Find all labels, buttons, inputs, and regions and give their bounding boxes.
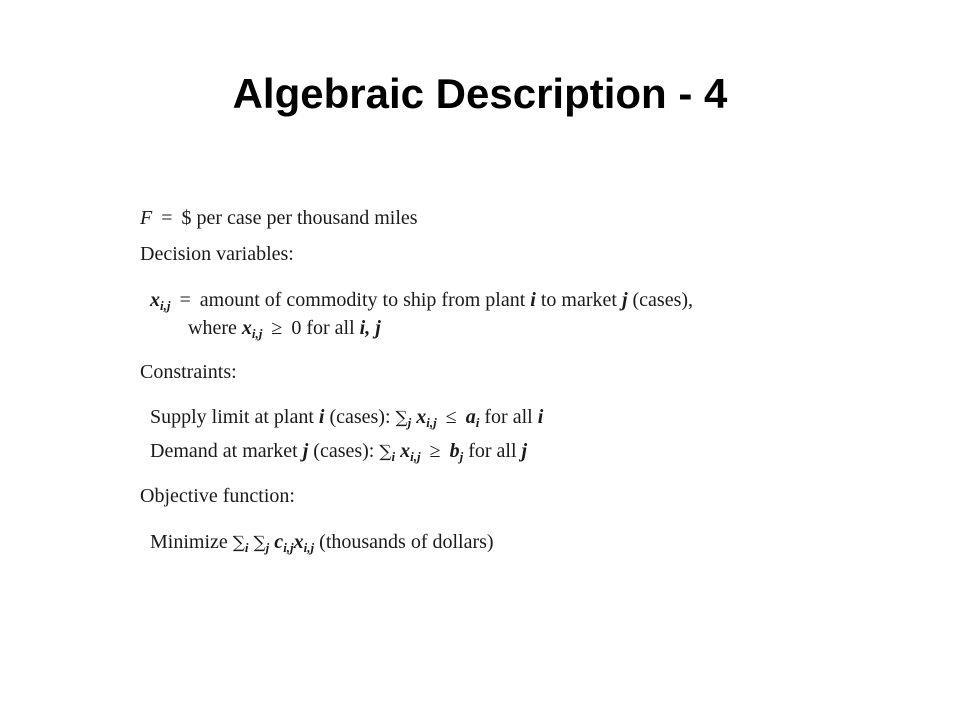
- where-text: where: [188, 317, 237, 339]
- x-variable: x: [416, 406, 427, 428]
- demand-text-b: (cases):: [313, 440, 375, 462]
- decision-text-c: (cases),: [632, 289, 694, 311]
- decision-variables-heading: Decision variables:: [140, 243, 294, 265]
- constraints-heading: Constraints:: [140, 361, 237, 383]
- demand-text-a: Demand at market: [150, 440, 298, 462]
- x-subscript: i,j: [410, 449, 421, 464]
- decision-variable-definition: [150, 288, 693, 312]
- demand-constraint: [150, 439, 527, 464]
- b-variable: b: [449, 440, 460, 462]
- index-j: j: [621, 289, 628, 311]
- minimize-text: Minimize: [150, 531, 228, 553]
- f-definition: [140, 206, 418, 230]
- a-subscript: i: [475, 415, 480, 430]
- forall-text: for all: [484, 406, 533, 428]
- x-subscript: i,j: [426, 415, 437, 430]
- x-variable: x: [293, 531, 304, 553]
- geq-sign: ≥: [429, 440, 441, 462]
- sum-symbol: ∑: [379, 442, 392, 462]
- index-ij: i, j: [359, 317, 381, 339]
- supply-constraint: [150, 405, 543, 430]
- objective-units-text: (thousands of dollars): [319, 531, 494, 553]
- zero-value: 0: [291, 317, 302, 339]
- index-j: j: [521, 440, 528, 462]
- objective-heading: Objective function:: [140, 485, 295, 507]
- equals-sign: =: [161, 207, 173, 229]
- f-variable: F: [140, 207, 153, 229]
- decision-variable-domain: [188, 316, 381, 340]
- index-i: i: [318, 406, 325, 428]
- decision-text-b: to market: [540, 289, 617, 311]
- x-variable: x: [150, 289, 160, 311]
- b-subscript: j: [459, 449, 464, 464]
- sum-subscript: i: [244, 540, 249, 555]
- sum-symbol: ∑: [253, 533, 266, 553]
- sum-symbol: ∑: [232, 533, 245, 553]
- sum-symbol: ∑: [395, 408, 408, 428]
- a-variable: a: [465, 406, 476, 428]
- c-subscript: i,j: [283, 540, 294, 555]
- index-i: i: [537, 406, 544, 428]
- x-variable: x: [241, 317, 252, 339]
- objective-function: [150, 530, 494, 555]
- slide-title: Algebraic Description - 4: [232, 70, 728, 117]
- f-definition-text: $ per case per thousand miles: [181, 207, 418, 229]
- sum-subscript: i: [391, 449, 396, 464]
- index-i: i: [530, 289, 536, 311]
- forall-text: for all: [468, 440, 517, 462]
- x-variable: x: [400, 440, 411, 462]
- x-subscript: i,j: [160, 298, 171, 313]
- forall-text: for all: [306, 317, 355, 339]
- equals-sign: =: [179, 289, 191, 311]
- x-subscript: i,j: [303, 540, 315, 555]
- c-variable: c: [274, 531, 284, 553]
- sum-subscript: j: [265, 540, 270, 555]
- decision-text-a: amount of commodity to ship from plant: [199, 289, 526, 311]
- supply-text-b: (cases):: [329, 406, 391, 428]
- supply-text-a: Supply limit at plant: [150, 406, 314, 428]
- sum-subscript: j: [407, 415, 412, 430]
- index-j: j: [302, 440, 309, 462]
- leq-sign: ≤: [445, 406, 457, 428]
- geq-sign: ≥: [271, 317, 283, 339]
- x-subscript: i,j: [251, 326, 263, 341]
